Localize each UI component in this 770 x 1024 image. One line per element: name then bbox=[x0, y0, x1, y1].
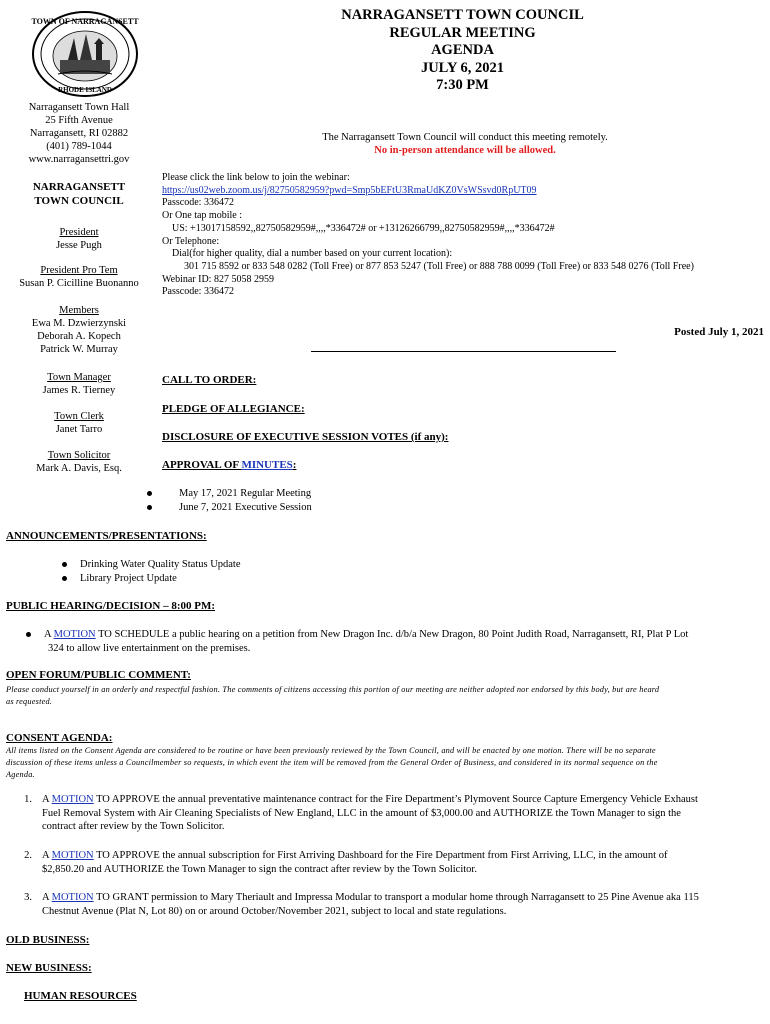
item-number: 2. bbox=[24, 850, 32, 861]
list-item bbox=[62, 558, 241, 572]
header-doc-type: AGENDA bbox=[431, 42, 494, 58]
motion-text: TO APPROVE the annual subscription for First Arriving Dashboard for the Fire Department from First Arriving, LLC, in the amount of bbox=[93, 850, 668, 861]
announcement-item: Library Project Update bbox=[80, 573, 177, 584]
human-resources-heading: HUMAN RESOURCES bbox=[24, 990, 137, 1002]
approval-prefix: APPROVAL OF bbox=[162, 459, 242, 471]
motion-text: contract after review by the Town Solicitor. bbox=[42, 821, 225, 832]
remote-notice-text: The Narragansett Town Council will conduct this meeting remotely. bbox=[322, 132, 608, 143]
approval-suffix: : bbox=[292, 459, 297, 471]
bullet-icon bbox=[62, 562, 67, 567]
header-date: JULY 6, 2021 bbox=[420, 59, 505, 76]
disclosure-heading: DISCLOSURE OF EXECUTIVE SESSION VOTES (if any): bbox=[162, 431, 449, 443]
motion-text: Fuel Removal System with Air Cleaning Specialists of New England, LLC in the amount of $3,000.00 and AUTHORIZE the Town Manager to sign the bbox=[42, 807, 681, 819]
old-business-heading: OLD BUSINESS: bbox=[6, 934, 90, 946]
solicitor-block bbox=[0, 449, 158, 475]
website: www.narragansettri.gov bbox=[28, 154, 130, 165]
phone-numbers: 301 715 8592 or 833 548 0282 (Toll Free) or 877 853 5247 (Toll Free) or 888 788 0099 (Toll Free) or 833 548 0276 (Toll Free) bbox=[184, 260, 694, 272]
pro-tem-label: President Pro Tem bbox=[40, 265, 118, 276]
motion-text: 324 to allow live entertainment on the premises. bbox=[48, 642, 251, 654]
header-meeting-type: REGULAR MEETING bbox=[389, 24, 536, 41]
consent-item bbox=[12, 793, 764, 834]
pro-tem-block bbox=[0, 264, 158, 290]
remote-notice bbox=[300, 131, 630, 157]
manager-name: James R. Tierney bbox=[42, 385, 116, 396]
minutes-item: June 7, 2021 Executive Session bbox=[179, 502, 312, 513]
phone: (401) 789-1044 bbox=[46, 141, 112, 152]
bullet-icon bbox=[26, 632, 31, 637]
address-line: Narragansett, RI 02882 bbox=[29, 128, 129, 139]
motion-text: $2,850.20 and AUTHORIZE the Town Manager to sign the contract after review by the Town Solicitor. bbox=[42, 863, 477, 875]
approval-heading bbox=[162, 459, 296, 471]
webinar-link[interactable]: https://us02web.zoom.us/j/82750582959?pwd=Smp5bEFtU3RmaUdKZ0VsWSsvd0RpUT09 bbox=[162, 184, 537, 196]
address-line: Narragansett Town Hall bbox=[28, 102, 130, 113]
hearing-motion bbox=[26, 628, 766, 655]
president-name: Jesse Pugh bbox=[56, 240, 102, 251]
motion-link[interactable]: MOTION bbox=[51, 850, 94, 861]
member-name: Deborah A. Kopech bbox=[37, 331, 121, 342]
one-tap-label: Or One tap mobile : bbox=[162, 210, 242, 222]
minutes-link[interactable]: MINUTES bbox=[241, 459, 293, 471]
open-forum-heading: OPEN FORUM/PUBLIC COMMENT: bbox=[6, 669, 191, 681]
council-title bbox=[0, 180, 158, 208]
pledge-heading: PLEDGE OF ALLEGIANCE: bbox=[162, 403, 305, 415]
note-line: as requested. bbox=[6, 697, 53, 706]
solicitor-label: Town Solicitor bbox=[47, 450, 111, 461]
no-attendance-warning: No in-person attendance will be allowed. bbox=[374, 145, 556, 156]
open-forum-note bbox=[6, 684, 766, 708]
call-to-order-heading: CALL TO ORDER: bbox=[162, 374, 257, 386]
bullet-icon bbox=[147, 491, 152, 496]
motion-text: TO SCHEDULE a public hearing on a petition from New Dragon Inc. d/b/a New Dragon, 80 Point Judith Road, Narragansett, RI, Plat P Lot bbox=[95, 629, 689, 640]
president-label: President bbox=[59, 227, 99, 238]
clerk-label: Town Clerk bbox=[54, 411, 104, 422]
consent-item bbox=[12, 891, 764, 918]
announcements-heading: ANNOUNCEMENTS/PRESENTATIONS: bbox=[6, 530, 207, 542]
president-block bbox=[0, 226, 158, 252]
consent-item bbox=[12, 849, 764, 876]
town-seal bbox=[30, 10, 140, 98]
telephone-label: Or Telephone: bbox=[162, 235, 220, 247]
announcement-item: Drinking Water Quality Status Update bbox=[80, 559, 241, 570]
members-label: Members bbox=[59, 305, 99, 316]
motion-prefix: A bbox=[44, 629, 54, 640]
clerk-name: Janet Tarro bbox=[55, 424, 103, 435]
motion-text: Chestnut Avenue (Plat N, Lot 80) on or around October/November 2021, subject to local and state regulations. bbox=[42, 905, 507, 917]
council-title-line: NARRAGANSETT bbox=[32, 181, 126, 193]
note-line: Agenda. bbox=[6, 770, 35, 779]
manager-label: Town Manager bbox=[47, 372, 111, 383]
webinar-passcode: Passcode: 336472 bbox=[162, 286, 234, 298]
solicitor-name: Mark A. Davis, Esq. bbox=[36, 463, 122, 474]
header-title: NARRAGANSETT TOWN COUNCIL bbox=[341, 7, 584, 23]
member-name: Patrick W. Murray bbox=[40, 344, 118, 355]
note-line: Please conduct yourself in an orderly and respectful fashion. The comments of citizens accessing this portion of our meeting are neither adopted nor endorsed by this body, but are heard bbox=[6, 685, 660, 694]
motion-link[interactable]: MOTION bbox=[51, 794, 94, 805]
minutes-item: May 17, 2021 Regular Meeting bbox=[179, 488, 312, 499]
svg-text:RHODE ISLAND: RHODE ISLAND bbox=[58, 86, 112, 94]
one-tap-numbers: US: +13017158592,,82750582959#,,,,*336472# or +13126266799,,82750582959#,,,,*336472# bbox=[172, 222, 555, 234]
member-name: Ewa M. Dzwierzynski bbox=[31, 318, 127, 329]
list-item bbox=[62, 572, 177, 586]
posted-date: Posted July 1, 2021 bbox=[674, 326, 764, 338]
consent-note bbox=[6, 745, 766, 781]
agenda-header bbox=[290, 7, 635, 95]
webinar-passcode: Passcode: 336472 bbox=[162, 197, 234, 209]
motion-text: TO GRANT permission to Mary Theriault and Impressa Modular to transport a modular home through Narragansett to 25 Pine Avenue aka 115 bbox=[93, 892, 699, 903]
note-line: All items listed on the Consent Agenda are considered to be routine or have been previously reviewed by the Town Council, and will be enacted by one motion. There will be no separate bbox=[6, 746, 656, 755]
header-time: 7:30 PM bbox=[436, 77, 489, 93]
consent-agenda-heading: CONSENT AGENDA: bbox=[6, 732, 113, 744]
svg-text:TOWN OF NARRAGANSETT: TOWN OF NARRAGANSETT bbox=[31, 17, 139, 26]
public-hearing-heading: PUBLIC HEARING/DECISION – 8:00 PM: bbox=[6, 600, 216, 612]
item-number: 3. bbox=[24, 892, 32, 903]
motion-link[interactable]: MOTION bbox=[51, 892, 94, 903]
motion-prefix: A bbox=[42, 794, 52, 805]
webinar-info bbox=[162, 172, 762, 299]
note-line: discussion of these items unless a Councilmember so requests, in which event the item will be removed from the General Order of Business, and considered in its normal sequence on the bbox=[6, 758, 658, 767]
address-line: 25 Fifth Avenue bbox=[45, 115, 113, 126]
bullet-icon bbox=[62, 576, 67, 581]
new-business-heading: NEW BUSINESS: bbox=[6, 962, 92, 974]
manager-block bbox=[0, 371, 158, 397]
motion-prefix: A bbox=[42, 850, 52, 861]
pro-tem-name: Susan P. Cicilline Buonanno bbox=[19, 278, 139, 289]
bullet-icon bbox=[147, 505, 152, 510]
motion-link[interactable]: MOTION bbox=[53, 629, 96, 640]
town-hall-address bbox=[0, 101, 158, 166]
item-number: 1. bbox=[24, 794, 32, 805]
list-item bbox=[147, 487, 311, 501]
divider bbox=[311, 351, 616, 352]
webinar-id: Webinar ID: 827 5058 2959 bbox=[162, 273, 274, 285]
council-title-line: TOWN COUNCIL bbox=[34, 195, 124, 207]
dial-instructions: Dial(for higher quality, dial a number based on your current location): bbox=[172, 248, 453, 260]
motion-text: TO APPROVE the annual preventative maintenance contract for the Fire Department’s Plymovent Source Capture Emergency Vehicle Exhaust bbox=[93, 794, 698, 805]
motion-prefix: A bbox=[42, 892, 52, 903]
clerk-block bbox=[0, 410, 158, 436]
webinar-intro: Please click the link below to join the webinar: bbox=[162, 172, 350, 183]
members-block bbox=[0, 304, 158, 356]
list-item bbox=[147, 501, 312, 515]
